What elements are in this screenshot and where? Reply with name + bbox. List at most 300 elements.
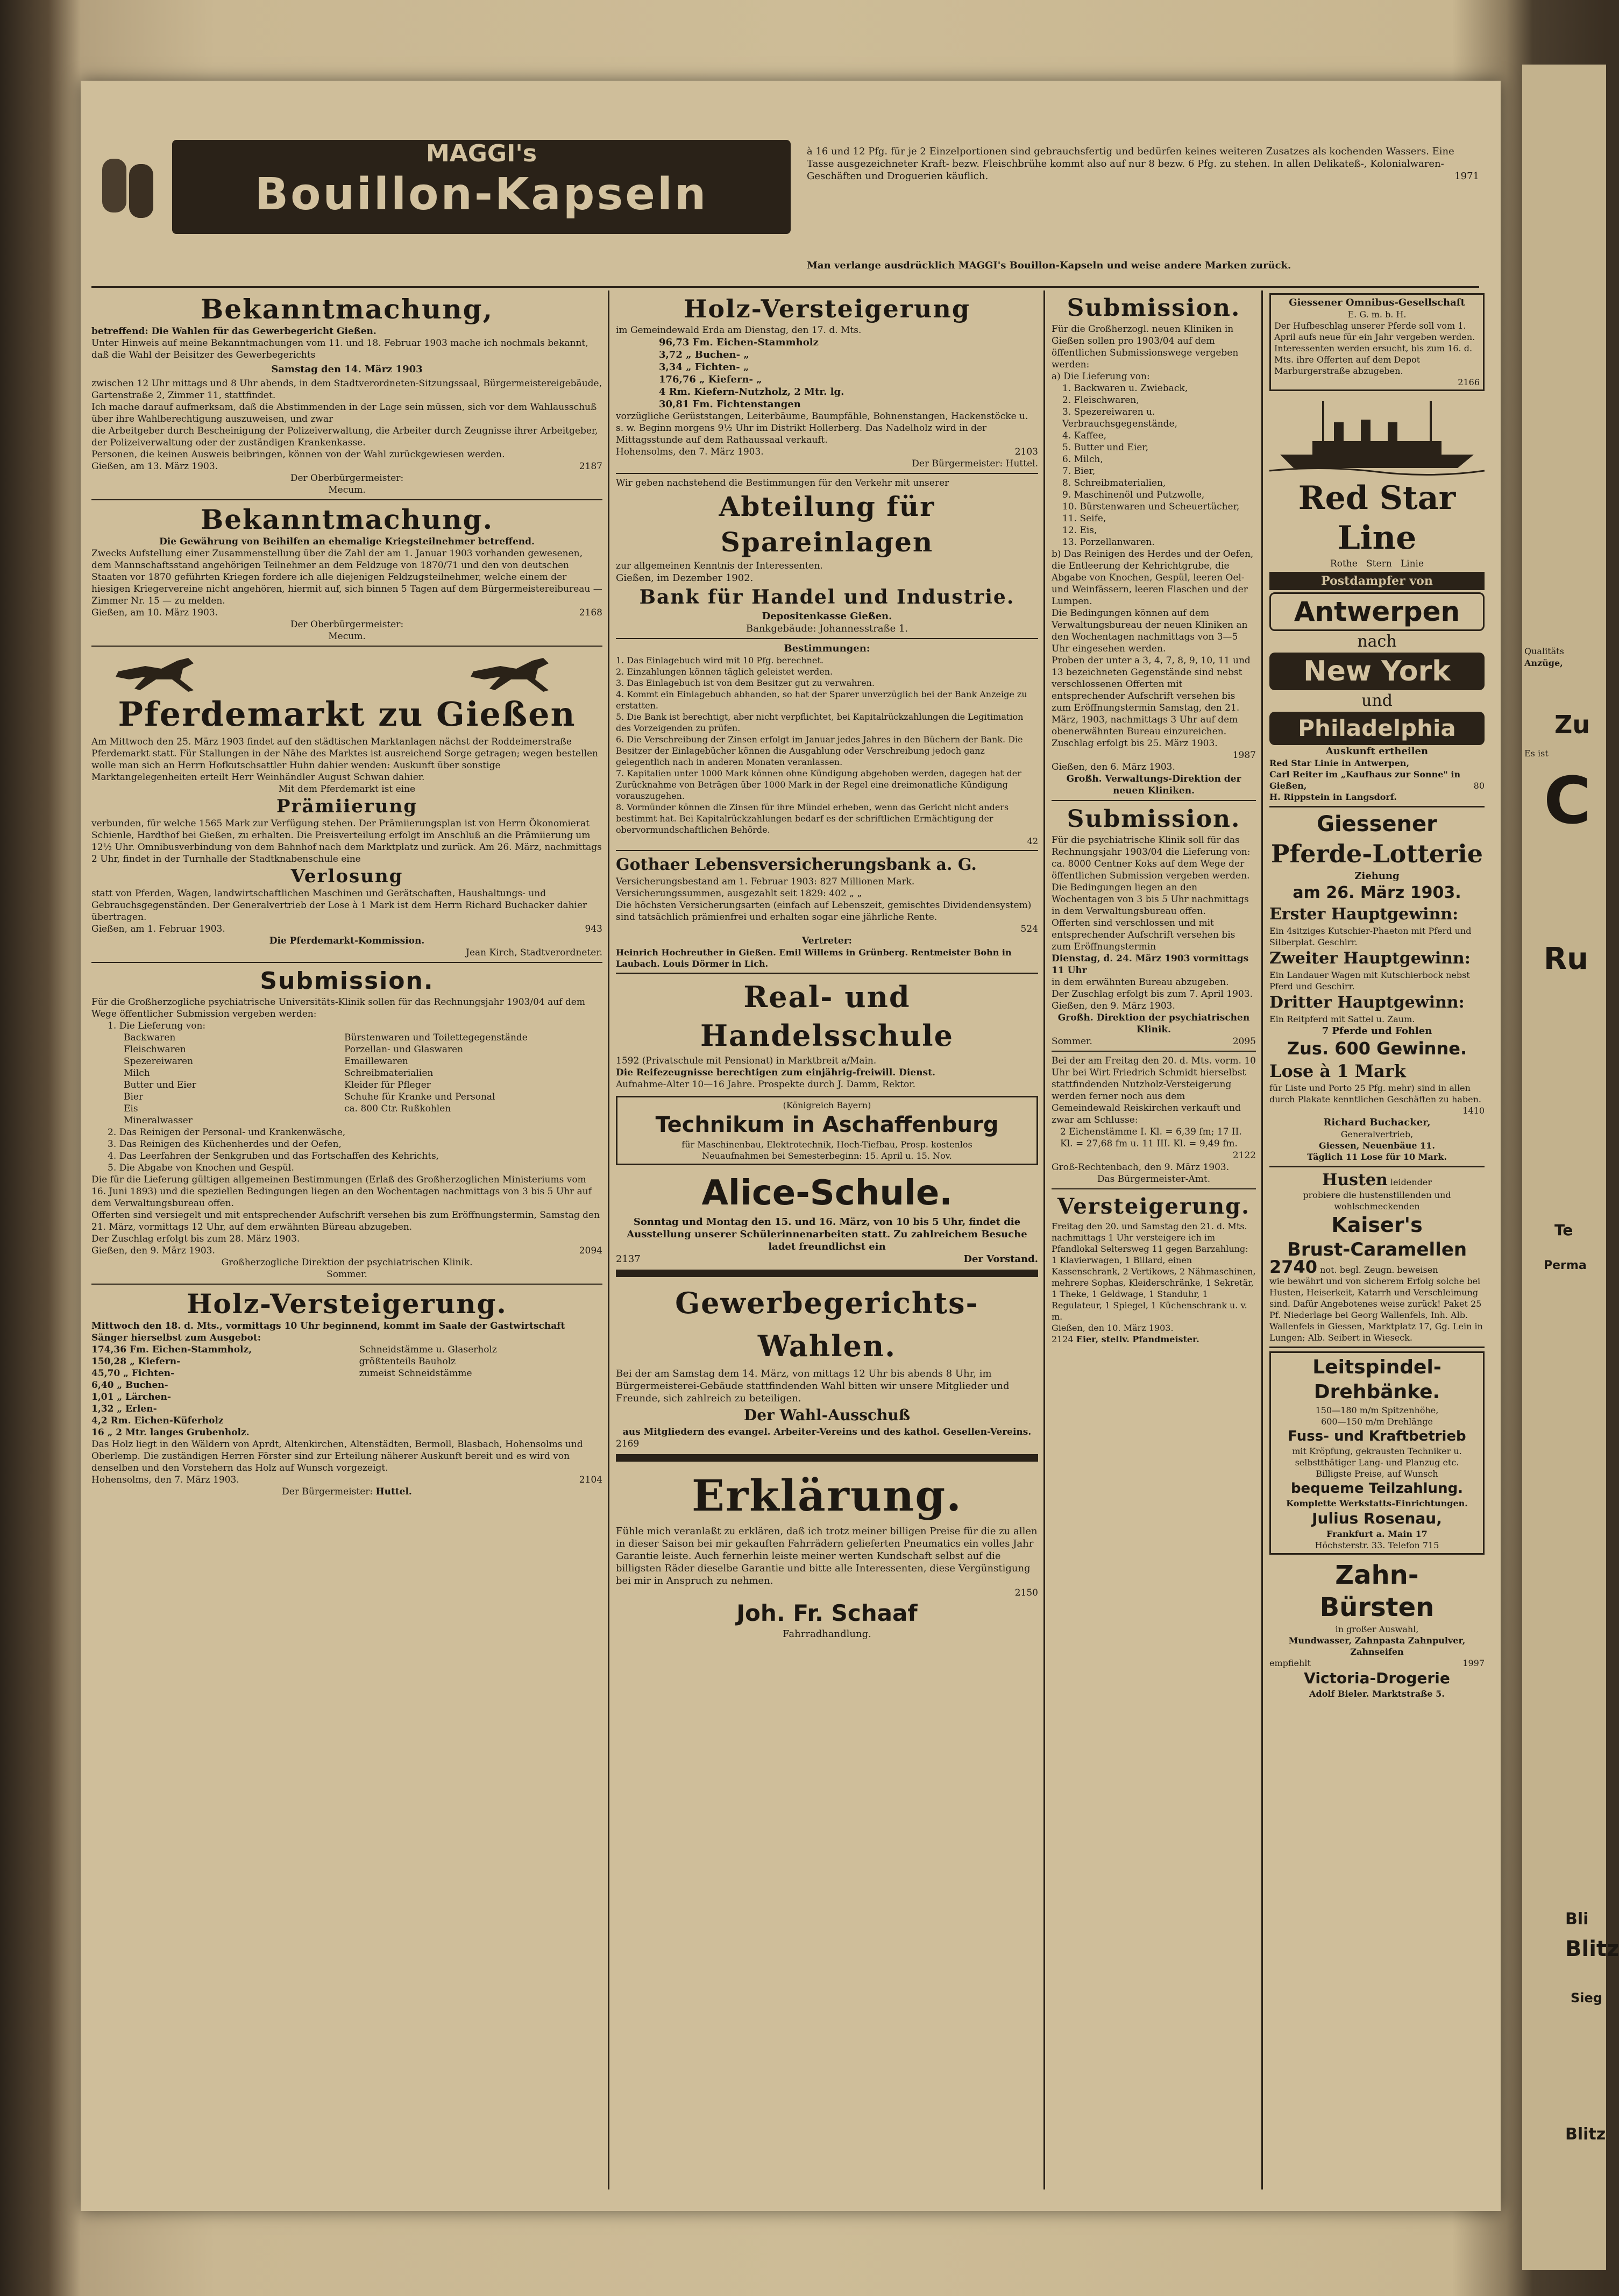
s1-item: 10. Bürstenwaren und Scheuertücher, [1062, 501, 1240, 512]
bank-dep: Depositenkasse Gießen. [762, 611, 892, 622]
b5-num: 2104 [579, 1475, 602, 1485]
ship-icon [1269, 395, 1485, 476]
b4-right-item: ca. 800 Ctr. Rußkohlen [344, 1103, 451, 1114]
b5-row-b [359, 1403, 602, 1415]
l-title2: Drehbänke. [1313, 1381, 1440, 1403]
v-name-row [1052, 1334, 1256, 1345]
b5-row-b: zumeist Schneidstämme [359, 1368, 472, 1379]
n-rule [1052, 1051, 1256, 1052]
bank-best: Bestimmungen: [784, 643, 870, 654]
h1-row: 96,73 Fm. Eichen-Stammholz [659, 337, 819, 348]
s1-item: 11. Seife, [1062, 513, 1106, 524]
b5-row-a: 1,01 „ Lärchen- [91, 1392, 171, 1402]
tech-l2: Neuaufnahmen bei Semesterbeginn: 15. April u. 15. Nov. [702, 1151, 952, 1161]
b4-text4: Der Zuschlag erfolgt bis zum 28. März 1903. [91, 1234, 300, 1244]
b5-mayor-row [91, 1486, 602, 1498]
h1-row: 176,76 „ Kiefern- „ [659, 374, 762, 385]
pl-zieh: Ziehung [1354, 870, 1400, 882]
h1-rows [616, 336, 1038, 410]
rs-l1: Red Star Linie in Antwerpen, [1269, 758, 1410, 768]
b1-line-4: Ich mache darauf aufmerksam, daß die Abstimmenden in der Lage sein müssen, sich vor dem Wahlausschuß über ihre Wahlberechtigung auszuweisen, und zwar [91, 402, 597, 424]
b5-sign-row [91, 1474, 602, 1486]
b4-left-item: Spezereiwaren [124, 1056, 194, 1067]
b4-sign-row [91, 1245, 602, 1257]
b4-left-item: Butter und Eier [124, 1080, 196, 1090]
b5-row-b [359, 1427, 602, 1438]
o-num: 2166 [1458, 377, 1480, 387]
h1-row: 4 Rm. Kiefern-Nutzholz, 2 Mtr. lg. [659, 386, 844, 398]
rhs-num: 1592 [616, 1055, 640, 1066]
b3-sign-row [91, 923, 602, 935]
b1-line-3: zwischen 12 Uhr mittags und 8 Uhr abends, in dem Stadtverordneten-Sitzungssaal, Bürgermeistereigebäude, Gartenstraße 2, Zimmer 11, stattfindet. [91, 378, 602, 401]
pl-addr: Giessen, Neuenbäue 11. [1319, 1140, 1435, 1151]
z-l2: Mundwasser, Zahnpasta Zahnpulver, Zahnseifen [1288, 1635, 1466, 1657]
bank-rule-item: 4. Kommt ein Einlagebuch abhanden, so hat der Sparer unverzüglich bei der Bank Anzeige zu erstatten. [616, 689, 1027, 711]
v-title: Versteigerung. [1057, 1194, 1251, 1219]
b1-title: Bekanntmachung, [200, 293, 494, 325]
rs-newyork: New York [1269, 653, 1485, 690]
s2-title: Submission. [1067, 805, 1241, 833]
s1-rule [1052, 800, 1256, 801]
pferde-lotterie-ad [1269, 811, 1485, 1163]
z-num: 1997 [1462, 1658, 1485, 1668]
gotha-rule [616, 850, 1038, 851]
b5-text: Mittwoch den 18. d. Mts., vormittags 10 Uhr beginnend, kommt im Saale der Gastwirtschaft Sänger hierselbst zum Ausgebot: [91, 1321, 565, 1343]
gotha-vert: Vertreter: [802, 936, 852, 946]
s2-sign: Gießen, den 9. März 1903. [1052, 1001, 1175, 1011]
rp-text: Perma [1544, 1259, 1587, 1272]
b4-right-item: Schuhe für Kranke und Personal [344, 1092, 495, 1102]
gotha-l1: Versicherungsbestand am 1. Februar 1903: 827 Millionen Mark. [616, 876, 915, 887]
erk-rule [616, 1454, 1038, 1462]
bank-rule-item: 3. Das Einlagebuch ist von dem Besitzer gut zu verwahren. [616, 678, 875, 688]
pl-h3: Dritter Hauptgewinn: [1269, 993, 1465, 1012]
bank-rule-item: 2. Einzahlungen können täglich geleistet werden. [616, 667, 833, 677]
gotha-num: 524 [1020, 924, 1038, 934]
b4-left-list [124, 1032, 339, 1126]
bank-date: Gießen, im Dezember 1902. [616, 572, 754, 584]
b5-mayor: Der Bürgermeister: [282, 1486, 373, 1497]
b2-title: Bekanntmachung. [200, 504, 494, 535]
alice-text: Sonntag und Montag den 15. und 16. März, von 10 bis 5 Uhr, findet die [633, 1216, 1021, 1228]
s1-text4: Zuschlag erfolgt bis 25. März 1903. [1052, 738, 1218, 749]
column-2 [616, 293, 1038, 2187]
bank-intro: Wir geben nachstehend die Bestimmungen für den Verkehr mit unserer [616, 478, 949, 488]
z-l3-row [1269, 1657, 1485, 1669]
pl-h4: 7 Pferde und Fohlen [1322, 1025, 1432, 1037]
b4-left-item: Milch [124, 1068, 150, 1079]
kaisers-ad [1269, 1171, 1485, 1343]
o-text: Der Hufbeschlag unserer Pferde soll vom 1. April aufs neue für ein Jahr vergeben werden. Interessenten werden ersucht, bis zum 16. d. Mts. ihre Offerten auf dem Depot Marburgerstraße abzugeben. [1274, 321, 1475, 376]
b3-praemiierung: Prämiierung [276, 796, 418, 817]
gew-text: Bei der am Samstag dem 14. März, von mittags 12 Uhr bis abends 8 Uhr, im Bürgermeisterei-Gebäude stattfindenden Wahl bitten wir unsere Mitglieder und Freunde, sich zahlreich zu beteiligen. [616, 1368, 1010, 1404]
bank-num: 42 [1027, 836, 1038, 846]
rhs-rule [616, 973, 1038, 974]
pl-lose2: für Liste und Porto 25 Pfg. mehr) sind in allen durch Plakate kenntlichen Geschäften zu haben. [1269, 1083, 1481, 1104]
rs-und: und [1361, 691, 1393, 710]
l-l5: Billigste Preise, auf Wunsch [1316, 1469, 1438, 1479]
k-l1: probiere die hustenstillenden und wohlschmeckenden [1303, 1190, 1451, 1211]
v-sign: Gießen, den 10. März 1903. [1052, 1323, 1174, 1333]
s1-a: a) Die Lieferung von: [1052, 371, 1150, 382]
s2-text5: Der Zuschlag erfolgt bis zum 7. April 1903. [1052, 989, 1253, 1000]
v-name: Eier, stellv. Pfandmeister. [1076, 1334, 1199, 1344]
b5-row-a: 6,40 „ Buchen- [91, 1380, 168, 1391]
gew-sign2: aus Mitgliedern des evangel. Arbeiter-Vereins und des kathol. Gesellen-Vereins. [622, 1427, 1032, 1437]
pl-h3t: Ein Reitpferd mit Sattel u. Zaum. [1269, 1014, 1415, 1024]
b1-line-5: die Arbeitgeber durch Bescheinigung der Polizeiverwaltung, die Arbeiter durch Zeugnisse ihrer Arbeitgeber, der Polizeiverwaltung oder der zuständigen Krankenkasse. [91, 426, 598, 448]
rhs-l1-row [616, 1055, 1038, 1067]
adjacent-page-fragment [1522, 65, 1619, 2270]
s2-date: Dienstag, d. 24. März 1903 vormittags 11 Uhr [1052, 953, 1249, 976]
b5-title: Holz-Versteigerung. [187, 1288, 507, 1320]
alice-sign-row [616, 1253, 1038, 1265]
n-num: 2122 [1232, 1150, 1256, 1161]
h1-row: 3,72 „ Buchen- „ [659, 349, 749, 360]
b4-sign: Gießen, den 9. März 1903. [91, 1245, 215, 1256]
n-mayor: Das Bürgermeister-Amt. [1097, 1174, 1211, 1185]
b3-num: 943 [585, 924, 602, 934]
s2-name: Sommer. [1052, 1036, 1092, 1047]
k-prod: Brust-Caramellen [1287, 1239, 1467, 1260]
b5-text2: Das Holz liegt in den Wäldern von Aprdt, Altenkirchen, Altenstädten, Bermoll, Blasbach, Hohensolms und Oberlemp. Die zuständigen Herren Förster sind zur Erteilung näherer Auskunft bereit und es wird von denselben und den Vorstehern das Holz auf Wunsch vorgezeigt. [91, 1439, 583, 1473]
bank-rule [616, 638, 1038, 639]
alice-text2: Ausstellung unserer Schülerinnenarbeiten statt. Zu zahlreichem Besuche ladet freundlichst ein [627, 1229, 1027, 1252]
bank-name: Bank für Handel und Industrie. [639, 586, 1015, 608]
b1-date: Samstag den 14. März 1903 [271, 364, 423, 375]
rp-text: Es ist [1524, 748, 1549, 759]
k-title: Husten [1322, 1171, 1388, 1189]
b5-name: Huttel. [375, 1486, 412, 1497]
erk-sub: Fahrradhandlung. [783, 1628, 871, 1640]
b4-left-item: Mineralwasser [124, 1115, 193, 1126]
s1-item: 6. Milch, [1062, 454, 1103, 465]
column-4 [1269, 293, 1485, 2187]
k-text: wie bewährt und von sicherem Erfolg solche bei Husten, Heiserkeit, Katarrh und Verschleimung sind. Dafür Angebotenes weise zurück! Paket 25 Pf. Niederlage bei Georg Wallenfels, Inh. Alb. Wallenfels in Giessen, Marktplatz 17, Gg. Lein in Lungen; Alb. Seibert in Wieseck. [1269, 1276, 1483, 1343]
k-num-row [1269, 1257, 1485, 1277]
b5-row-a: 45,70 „ Fichten- [91, 1368, 175, 1379]
pl-rule [1269, 806, 1485, 807]
maggi-brand: MAGGI's [425, 140, 537, 167]
rp-text: Bli [1565, 1910, 1589, 1929]
maggi-ad [91, 140, 1479, 285]
rs-antwerpen: Antwerpen [1269, 592, 1485, 631]
b3-text3: statt von Pferden, Wagen, landwirtschaftlichen Maschinen und Gerätschaften, Haushaltungs- und Gebrauchsgegenständen. Der Generalvertrieb der Lose à 1 Mark ist dem Herrn Richard Buchacker dahier übertragen. [91, 888, 587, 923]
z-addr: Adolf Bieler. Marktstraße 5. [1309, 1689, 1445, 1699]
b5-table [91, 1344, 602, 1438]
b4-supply-grid [91, 1032, 602, 1126]
n-text: Bei der am Freitag den 20. d. Mts. vorm. 10 Uhr bei Wirt Friedrich Schmidt hierselbst stattfindenden Nutzholz-Versteigerung werden ferner noch aus dem Gemeindewald Reiskirchen verkauft und zwar am Schlusse: [1052, 1055, 1256, 1125]
s1-item: 9. Maschinenöl und Putzwolle, [1062, 490, 1205, 500]
erk-title: Erklärung. [691, 1470, 963, 1521]
b4-left-item: Bier [124, 1092, 144, 1102]
b5-row-a: 150,28 „ Kiefern- [91, 1356, 181, 1367]
b4-item: 3. Das Reinigen des Küchenherdes und der Oefen, [108, 1139, 342, 1150]
b1-line-6: Personen, die keinen Ausweis beibringen, können von der Wahl zurückgewiesen werden. [91, 449, 505, 460]
erk-num: 2150 [1014, 1588, 1038, 1598]
h1-row: 3,34 „ Fichten- „ [659, 362, 749, 373]
b5-row-b: Schneidstämme u. Glaserholz [359, 1344, 497, 1355]
l-addr: Frankfurt a. Main 17 [1326, 1529, 1428, 1539]
column-1 [91, 293, 602, 2187]
gotha-l2: Versicherungssummen, ausgezahlt seit 1829: 402 „ „ [616, 888, 862, 899]
b4-item: 4. Das Leerfahren der Senkgruben und das Fortschaffen des Kehrichts, [108, 1151, 439, 1161]
rhs-l2: Die Reifezeugnisse berechtigen zum einjährig-freiwill. Dienst. [616, 1067, 935, 1078]
pl-zus: Zus. 600 Gewinne. [1287, 1038, 1467, 1059]
rs-sub3: Linie [1400, 558, 1424, 569]
rs-l2-row [1269, 769, 1485, 791]
b4-right-item: Emaillewaren [344, 1056, 408, 1067]
b5-sign: Hohensolms, den 7. März 1903. [91, 1475, 239, 1485]
column-3 [1052, 293, 1256, 2187]
s2-text4: in dem erwähnten Bureau abzugeben. [1052, 977, 1229, 988]
b5-row-b [359, 1415, 602, 1427]
s2-text3: Offerten sind verschlossen und mit entsprechender Aufschrift versehen bis zum Eröffnungstermin [1052, 918, 1235, 952]
s1-num: 1987 [1232, 750, 1256, 761]
col-rule-1 [608, 290, 609, 2189]
h1-rule [616, 473, 1038, 474]
rs-l2: Carl Reiter im „Kaufhaus zur Sonne" in Gießen, [1269, 769, 1461, 791]
horse-illustrations [91, 650, 602, 693]
rp-text: Sieg [1571, 1990, 1602, 2006]
rs-subs [1269, 558, 1485, 570]
gotha-title: Gothaer Lebensversicherungsbank a. G. [616, 855, 977, 874]
k-title-row [1269, 1171, 1485, 1189]
b5-row-a: 1,32 „ Erlen- [91, 1404, 157, 1414]
b2-rule [91, 646, 602, 647]
col-rule-2 [1043, 290, 1045, 2189]
maggi-footer: Man verlange ausdrücklich MAGGI's Bouillon-Kapseln und weise andere Marken zurück. [807, 260, 1291, 271]
s1-item: 3. Spezereiwaren u. Verbrauchsgegenstände, [1062, 407, 1178, 429]
omnibus-ad [1269, 293, 1485, 391]
h1-num: 2103 [1014, 447, 1038, 457]
b3-mit: Mit dem Pferdemarkt ist eine [278, 784, 416, 795]
rs-title: Red Star Line [1298, 479, 1456, 557]
l-l4: mit Kröpfung, gekrausten Techniker u. selbstthätiger Lang- und Planzug etc. [1292, 1446, 1462, 1468]
o-title: Giessener Omnibus-Gesellschaft [1289, 297, 1465, 308]
b4-title: Submission. [260, 967, 434, 995]
b4-dir: Großherzogliche Direktion der psychiatrischen Klinik. [221, 1257, 473, 1268]
v-rule [1052, 1188, 1256, 1189]
bank-sub: zur allgemeinen Kenntnis der Interessenten. [616, 561, 823, 571]
l-addr2: Höchsterstr. 33. Telefon 715 [1315, 1540, 1439, 1550]
h1-sub: im Gemeindewald Erda am Dienstag, den 17. d. Mts. [616, 325, 862, 336]
pl-h2t: Ein Landauer Wagen mit Kutschierbock nebst Pferd und Geschirr. [1269, 970, 1470, 991]
k-rule [1269, 1166, 1485, 1167]
alice-num: 2137 [616, 1253, 641, 1265]
bank-addr: Bankgebäude: Johannesstraße 1. [745, 623, 908, 634]
b4-right-item: Bürstenwaren und Toilettegegenstände [344, 1032, 528, 1043]
l-l3: Fuss- und Kraftbetrieb [1288, 1428, 1466, 1444]
rs-nach: nach [1357, 632, 1397, 651]
tech-title: Technikum in Aschaffenburg [655, 1112, 999, 1137]
l-l2: 600—150 m/m Drehlänge [1321, 1416, 1433, 1427]
s1-item: 5. Butter und Eier, [1062, 442, 1149, 453]
b3-text: Am Mittwoch den 25. März 1903 findet auf den städtischen Marktanlagen nächst der Roddeimerstraße Pferdemarkt statt. Für Stallungen in der Nähe des Marktes ist ausreichend Sorge getragen; wegen bestellen wolle man sich an Herrn Hofkutschsattler Huhn dahier wenden: Auskunft über sonstige Marktangelegenheiten erteilt Herr Weinhändler August Schwan dahier. [91, 736, 598, 783]
b5-row-b [359, 1391, 602, 1403]
rs-post: Postdampfer von [1269, 572, 1485, 590]
s1-b: b) Das Reinigen des Herdes und der Oefen, die Entleerung der Kehrichtgrube, die Abgabe von Knochen, Gespül, leeren Oel- und Weinfässern, leeren Flaschen und der Lumpen. [1052, 549, 1254, 607]
tech-l1: für Maschinenbau, Elektrotechnik, Hoch-Tiefbau, Prosp. kostenlos [681, 1139, 972, 1150]
b3-commission: Die Pferdemarkt-Kommission. [269, 936, 425, 946]
s1-item: 7. Bier, [1062, 466, 1096, 477]
gew-sign: Der Wahl-Ausschuß [743, 1406, 910, 1424]
gew-title: Gewerbegerichts-Wahlen. [675, 1286, 979, 1363]
pl-num: 1410 [1462, 1106, 1485, 1116]
erk-text: Fühle mich veranlaßt zu erklären, daß ich trotz meiner billigen Preise für die zu allen in dieser Saison bei mir gekauften Fahrrädern gelieferten Pneumatics ein volles Jahr Garantie leiste. Auch fernerhin leiste meiner werten Kundschaft selbst auf die billigsten Räder dieselbe Garantie und bitte alle Interessenten, diese Vergünstigung bei mir in Anspruch zu nehmen. [616, 1526, 1038, 1586]
h1-row: 30,81 Fm. Fichtenstangen [659, 399, 801, 410]
z-name: Victoria-Drogerie [1304, 1669, 1450, 1687]
b1-name: Mecum. [328, 485, 366, 495]
s2-text2: Die Bedingungen liegen an den Wochentagen von 3 bis 5 Uhr nachmittags in dem Verwaltungsbureau offen. [1052, 882, 1249, 917]
b2-num: 2168 [579, 607, 602, 618]
b2-mayor: Der Oberbürgermeister: [290, 619, 404, 630]
k-brand: Kaiser's [1331, 1213, 1423, 1237]
b2-text: Zwecks Aufstellung einer Zusammenstellung über die Zahl der am 1. Januar 1903 vorhanden gewesenen, dem Mannschaftsstand angehörigen Teilnehmer an dem Feldzuge von 1870/71 und den von deutschen Staaten vor 1870 geführten Kriegen fordere ich alle diejenigen Feldzugsteilnehmer, welche einem der hiesigen Kriegervereine nicht angehören, hiermit auf, sich binnen 5 Tagen auf dem Bürgermeistereibureau — Zimmer Nr. 15 — zu melden. [91, 548, 602, 606]
pl-h1: Erster Hauptgewinn: [1269, 905, 1459, 924]
rp-text: Blitz [1565, 2125, 1606, 2144]
z-l1: in großer Auswahl, [1335, 1624, 1419, 1634]
b4-item: 5. Die Abgabe von Knochen und Gespül. [108, 1163, 294, 1173]
pl-lose: Lose à 1 Mark [1269, 1061, 1406, 1081]
o-sub: E. G. m. b. H. [1347, 309, 1407, 320]
pl-title2: Pferde-Lotterie [1270, 839, 1483, 868]
b4-item1: 1. Die Lieferung von: [108, 1021, 206, 1031]
b3-rule [91, 962, 602, 963]
l-name: Julius Rosenau, [1312, 1510, 1442, 1527]
pl-title1: Giessener [1317, 812, 1437, 837]
b3-sign: Gießen, am 1. Februar 1903. [91, 924, 225, 934]
h1-sign-row [616, 446, 1038, 458]
col-rule-3 [1261, 290, 1263, 2189]
b5-row-b [359, 1379, 602, 1391]
erk-name: Joh. Fr. Schaaf [736, 1600, 918, 1626]
b4-num: 2094 [579, 1245, 602, 1256]
rp-text: Ru [1544, 941, 1588, 976]
gew-rule [616, 1270, 1038, 1277]
s1-dir: Großh. Verwaltungs-Direktion der neuen Kliniken. [1066, 774, 1241, 796]
n-row: 2 Eichenstämme I. Kl. = 6,39 fm; 17 II. Kl. = 27,68 fm u. 11 III. Kl. = 9,49 fm. [1060, 1126, 1242, 1149]
s1-item: 2. Fleischwaren, [1062, 395, 1139, 406]
s1-item: 1. Backwaren u. Zwieback, [1062, 383, 1188, 394]
l-rule [1269, 1347, 1485, 1348]
b4-text3: Offerten sind versiegelt und mit entsprechender Aufschrift versehen bis zum Eröffnungstermin, Samstag den 21. März, vormittags 12 Uhr, auf dem erwähnten Büreau abzugeben. [91, 1210, 600, 1232]
rs-sub1: Rothe [1330, 558, 1358, 569]
bank-rule-item: 7. Kapitalien unter 1000 Mark können ohne Kündigung abgehoben werden, dagegen hat der Zurücknahme von Beträgen über 1000 Mark in der Regel eine dreimonatliche Kündigung vorauszugehen. [616, 768, 1021, 801]
bank-rule-item: 5. Die Bank ist berechtigt, aber nicht verpflichtet, bei Kapitalrückzahlungen die Legitimation des Vorzeigenden zu prüfen. [616, 712, 1024, 733]
k-sub: leidender [1390, 1177, 1432, 1187]
b5-row-a: 16 „ 2 Mtr. langes Grubenholz. [91, 1427, 250, 1438]
rp-text: Zu [1554, 710, 1590, 739]
b3-text2: verbunden, für welche 1565 Mark zur Verfügung stehen. Der Prämiierungsplan ist von Herrn Ökonomierat Schienle, Hardthof bei Gießen, zu erhalten. Die Preisverteilung erfolgt im Anschluß an die Prämiierung um 12½ Uhr. Omnibusverbindung von dem Bahnhof nach dem Marktplatz und zurück. Am 26. März, nachmittags 2 Uhr, findet in der Turnhalle der Stadtknabenschule eine [91, 818, 602, 864]
b4-rule [91, 1284, 602, 1285]
red-star-line-ad [1269, 395, 1485, 803]
b5-row-a: 4,2 Rm. Eichen-Küferholz [91, 1415, 224, 1426]
rs-l3: H. Rippstein in Langsdorf. [1269, 792, 1397, 802]
l-l6: bequeme Teilzahlung. [1290, 1480, 1464, 1497]
s2-num: 2095 [1232, 1036, 1256, 1047]
zahn-ad [1269, 1559, 1485, 1699]
pl-name: Richard Buchacker, [1323, 1117, 1431, 1128]
pl-gen: Generalvertrieb, [1340, 1129, 1414, 1139]
l-l1: 150—180 m/m Spitzenhöhe, [1315, 1405, 1439, 1415]
s2-text: Für die psychiatrische Klinik soll für das Rechnungsjahr 1903/04 die Lieferung von: ca. 8000 Centner Koks auf dem Wege der öffentlichen Submission vergeben werden. [1052, 835, 1251, 881]
horse-icon-left [113, 650, 210, 693]
b3-name: Jean Kirch, Stadtverordneter. [466, 947, 602, 958]
rs-ausk: Auskunft ertheilen [1325, 746, 1429, 757]
s2-name-row [1052, 1036, 1256, 1047]
pl-tag: Täglich 11 Lose für 10 Mark. [1307, 1152, 1447, 1162]
s1-text3: Proben der unter a 3, 4, 7, 8, 9, 10, 11 und 13 bezeichneten Gegenstände sind nebst verschlossenen Offerten mit entsprechender Aufschrift versehen bis zum Eröffnungstermin Samstag, den 21. März, 1903, nachmittags 3 Uhr auf dem obenerwähnten Bureau einzureichen. [1052, 655, 1251, 737]
maggi-body: à 16 und 12 Pfg. für je 2 Einzelportionen sind gebrauchsfertig und bedürfen keines weiteren Zusatzes als kochenden Wassers. Eine Tasse ausgezeichneter Kraft- bezw. Fleischbrühe kommt also auf nur 8 bezw. 6 Pfg. zu stehen. In allen Delikateß-, Kolonialwaren-Geschäften und Droguerien käuflich. [807, 146, 1454, 182]
bank-rule-item: 8. Vormünder können die Zinsen für ihre Mündel erheben, wenn das Gericht nicht anders bestimmt hat. Bei Kapitalrückzahlungen bedarf es der schriftlichen Ermächtigung der obervormundschaftlichen Behörde. [616, 802, 1009, 835]
gotha-text: Die höchsten Versicherungsarten (einfach auf Lebenszeit, gemischtes Dividendensystem) sind tatsächlich prämienfrei und erhalten sogar eine jährliche Rente. [616, 900, 1032, 923]
s2-dir: Großh. Direktion der psychiatrischen Klinik. [1057, 1012, 1250, 1035]
gotha-reps: Heinrich Hochreuther in Gießen. Emil Willems in Grünberg. Rentmeister Bohn in Laubach. Louis Dörmer in Lich. [616, 947, 1012, 969]
bank-rules [616, 655, 1038, 835]
header-rule [91, 286, 1479, 288]
newspaper-page [81, 81, 1501, 2211]
z-l3: empfiehlt [1269, 1658, 1311, 1668]
l-l7: Komplette Werkstatts-Einrichtungen. [1286, 1498, 1468, 1508]
bank-rule-item: 6. Die Verschreibung der Zinsen erfolgt im Januar jedes Jahres in den Büchern der Bank. Die Besitzer der Einlagebücher können die Ausgahlung oder Verschreibung jedoch ganz gelegentlich nach in anderen Monaten veranlassen. [616, 734, 1023, 767]
b1-line-1: betreffend: Die Wahlen für das Gewerbegericht Gießen. [91, 326, 377, 337]
maggi-capsules-image [91, 143, 167, 223]
v-text: Freitag den 20. und Samstag den 21. d. Mts. nachmittags 1 Uhr versteigere ich im Pfandlokal Seltersweg 11 gegen Barzahlung: 1 Klavierwagen, 1 Billard, einen Kassenschrank, 2 Vertikows, 2 Nähmaschinen, mehrere Sophas, Kleiderschränke, 1 Sekretär, 1 Theke, 1 Geldwage, 1 Standuhr, 1 Regulateur, 1 Spiegel, 1 Küchenschrank u. v. m. [1052, 1221, 1256, 1322]
bank-title: Abteilung für Spareinlagen [719, 491, 935, 558]
horse-icon-right [468, 650, 565, 693]
k-num: 2740 [1269, 1257, 1318, 1277]
h1-sign: Hohensolms, den 7. März 1903. [616, 447, 764, 457]
b2-sub: Die Gewährung von Beihilfen an ehemalige Kriegsteilnehmer betreffend. [159, 536, 535, 547]
tech-small: (Königreich Bayern) [783, 1100, 871, 1110]
b3-verlosung: Verlosung [290, 866, 403, 887]
pl-date: am 26. März 1903. [1293, 883, 1461, 902]
rp-text: C [1544, 764, 1592, 839]
n-row: Groß-Rechtenbach, den 9. März 1903. [1052, 1162, 1230, 1173]
k-l2: not. begl. Zeugn. beweisen [1320, 1265, 1438, 1275]
s1-item: 8. Schreibmaterialien, [1062, 478, 1166, 488]
pl-h2: Zweiter Hauptgewinn: [1269, 949, 1471, 968]
maggi-logo [172, 140, 791, 234]
b4-text: Für die Großherzogliche psychiatrische Universitäts-Klinik sollen für das Rechnungsjahr 1903/04 auf dem Wege öffentlicher Submission vergeben werden: [91, 997, 585, 1019]
z-title2: Bürsten [1319, 1592, 1435, 1622]
h1-mayor: Der Bürgermeister: Huttel. [912, 458, 1038, 469]
rp-text: Blitz [1565, 1937, 1619, 1961]
b1-mayor: Der Oberbürgermeister: [290, 473, 404, 484]
s1-sign: Gießen, den 6. März 1903. [1052, 762, 1175, 773]
gew-num: 2169 [616, 1438, 640, 1449]
maggi-product: Bouillon-Kapseln [254, 169, 708, 220]
b1-num: 2187 [579, 461, 602, 472]
b1-sign-row [91, 460, 602, 472]
pl-h1t: Ein 4sitziges Kutschier-Phaeton mit Pferd und Silberplat. Geschirr. [1269, 926, 1472, 947]
h1-title: Holz-Versteigerung [683, 294, 971, 323]
technikum-ad [616, 1096, 1038, 1165]
s1-item: 12. Eis, [1062, 525, 1097, 536]
z-title: Zahn- [1335, 1560, 1419, 1590]
bank-rule-item: 1. Das Einlagebuch wird mit 10 Pfg. berechnet. [616, 655, 823, 665]
b2-sign: Gießen, am 10. März 1903. [91, 607, 218, 618]
rhs-title: Real- und Handelsschule [700, 980, 954, 1053]
b4-text2: Die für die Lieferung gültigen allgemeinen Bestimmungen (Erlaß des Großherzoglichen Ministeriums vom 16. Juni 1893) und die speziellen Bedingungen liegen an den Wochentagen nachmittags von 3 bis 5 Uhr auf dem Verwaltungsbureau offen. [91, 1174, 592, 1209]
rp-text: Te [1554, 1221, 1573, 1239]
b5-row-a: 174,36 Fm. Eichen-Stammholz, [91, 1344, 252, 1355]
s1-item: 13. Porzellanwaren. [1062, 537, 1155, 548]
b4-item: 2. Das Reinigen der Personal- und Krankenwäsche, [108, 1127, 346, 1138]
b4-name: Sommer. [326, 1269, 367, 1280]
s1-item: 4. Kaffee, [1062, 430, 1107, 441]
